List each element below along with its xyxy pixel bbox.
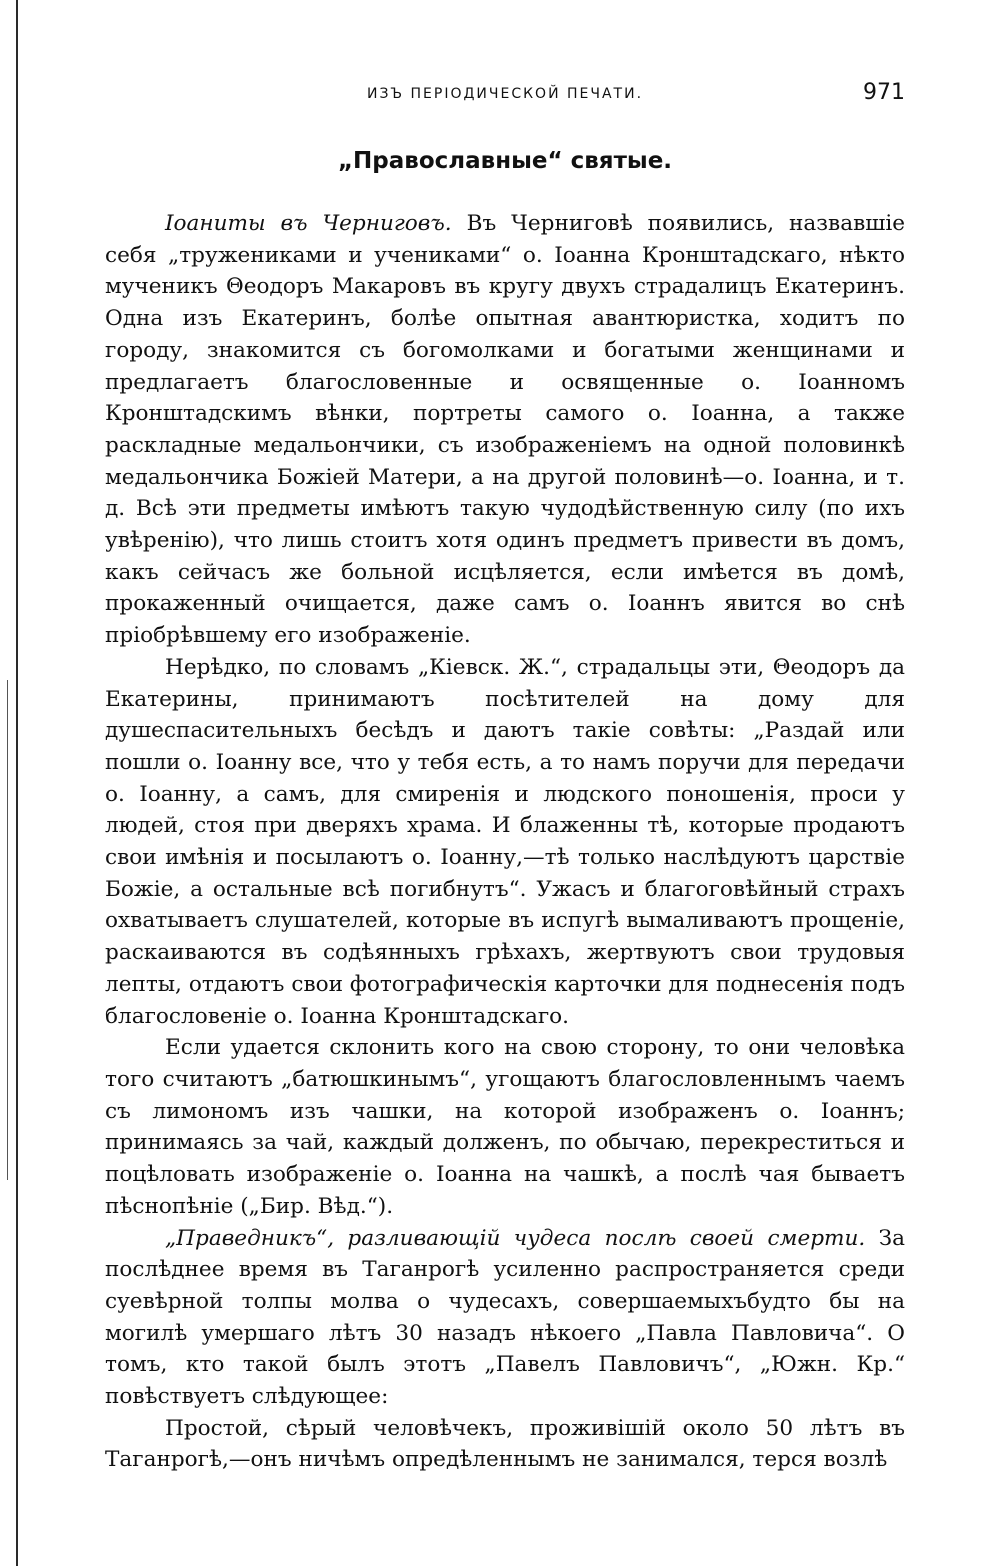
running-title: ИЗЪ ПЕРІОДИЧЕСКОЙ ПЕЧАТИ. <box>366 86 644 102</box>
paragraph-2 <box>105 652 905 1032</box>
paragraph-1-text: Въ Черниговѣ появились, назвавшіе себя „тружениками и учениками“ о. Іоанна Кронштадскаго, нѣкто мученикъ Θеодоръ Макаровъ въ кругу двухъ страдалицъ Екатеринъ. Одна изъ Екатеринъ, болѣе опытная авантюристка, ходитъ по городу, знакомится съ богомолками и богатыми женщинами и предлагаетъ благословенные и освященные о. Іоанномъ Кронштадскимъ вѣнки, портреты самого о. Іоанна, а также раскладные медальончики, съ изображеніемъ на одной половинкѣ медальончика Божіей Матери, а на другой половинѣ—о. Іоанна, и т. д. Всѣ эти предметы имѣютъ такую чудодѣйственную силу (по ихъ увѣренію), что лишь стоитъ хотя одинъ предметъ привести въ домъ, какъ сейчасъ же больной исцѣляется, если имѣется въ домѣ, прокаженный очищается, даже самъ о. Іоаннъ явится во снѣ пріобрѣвшему его изображеніе. <box>105 211 906 649</box>
paragraph-4-text: За послѣднее время въ Таганрогѣ усиленно распространяется среди суевѣрной толпы молва о чудесахъ, совершаемыхъбудто бы на могилѣ умершаго лѣтъ 30 назадъ нѣкоего „Павла Павловича“. О томъ, кто такой былъ этотъ „Павелъ Павловичъ“, „Южн. Кр.“ повѣствуетъ слѣдующее: <box>105 1225 905 1410</box>
page-edge-line <box>16 0 18 1566</box>
paragraph-5-text: Простой, сѣрый человѣчекъ, проживішій около 50 лѣтъ въ Таганрогѣ,—онъ ничѣмъ опредѣленнымъ не занимался, терся возлѣ <box>105 1415 905 1473</box>
paragraph-1 <box>105 208 905 652</box>
page-number: 971 <box>863 80 905 105</box>
running-head <box>105 80 905 110</box>
article-body <box>105 208 905 1476</box>
paragraph-1-subhead: Іоаниты въ Черниговъ. <box>165 211 452 236</box>
paragraph-4 <box>105 1223 905 1413</box>
paragraph-3 <box>105 1032 905 1222</box>
paragraph-5 <box>105 1413 905 1476</box>
article-title: „Православные“ святые. <box>337 148 673 174</box>
paragraph-2-text: Нерѣдко, по словамъ „Кіевск. Ж.“, страдальцы эти, Θеодоръ да Екатерины, принимаютъ посѣтителей на дому для душеспасительныхъ бесѣдъ и даютъ такіе совѣты: „Раздай или пошли о. Іоанну все, что у тебя есть, а то намъ поручи для передачи о. Іоанну, а самъ, для смиренія и людского поношенія, проси у людей, стоя при дверяхъ храма. И блаженны тѣ, которые продаютъ свои имѣнія и посылаютъ о. Іоанну,—тѣ только наслѣдуютъ царствіе Божіе, а остальные всѣ погибнутъ“. Ужасъ и благоговѣйный страхъ охватываетъ слушателей, которые въ испугѣ вымаливаютъ прощеніе, раскаиваются въ содѣянныхъ грѣхахъ, жертвуютъ свои трудовыя лепты, отдаютъ свои фотографическія карточки для поднесенія подъ благословеніе о. Іоанна Кронштадскаго. <box>105 654 905 1029</box>
paragraph-3-text: Если удается склонить кого на свою сторону, то они человѣка того считаютъ „батюшкинымъ“, угощаютъ благословленнымъ чаемъ съ лимономъ изъ чашки, на которой изображенъ о. Іоаннъ; принимаясь за чай, каждый долженъ, по обычаю, перекреститься и поцѣловать изображеніе о. Іоанна на чашкѣ, а послѣ чая бываетъ пѣснопѣніе („Бир. Вѣд.“). <box>105 1035 905 1219</box>
paragraph-4-subhead: „Праведникъ“, разливающій чудеса послѣ своей смерти. <box>165 1225 866 1251</box>
page-edge-line-secondary <box>7 680 8 1180</box>
